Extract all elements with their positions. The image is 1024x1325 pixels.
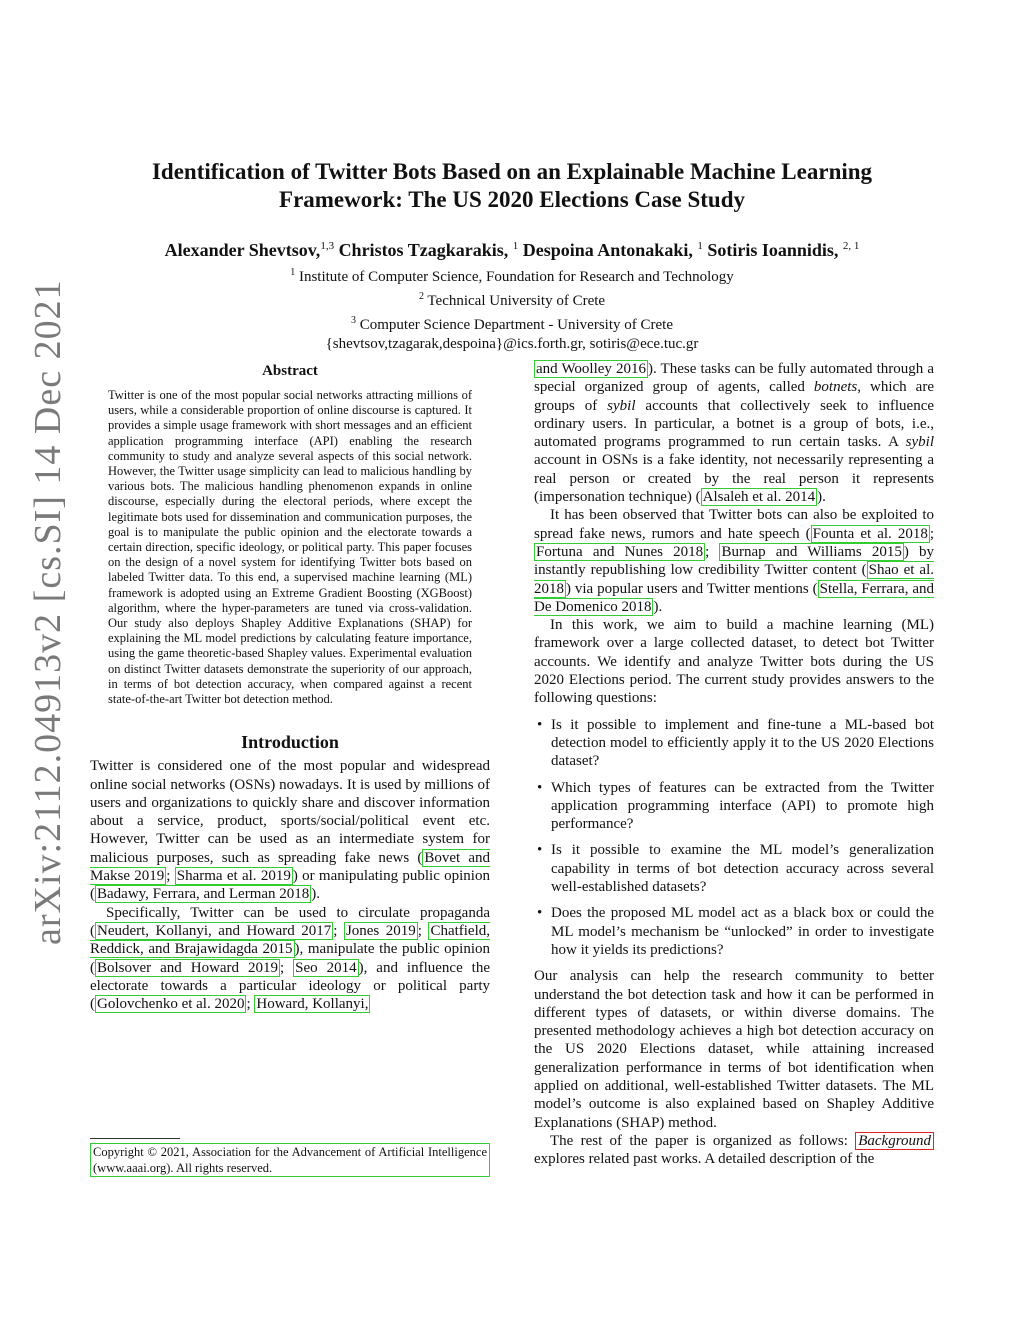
author-name: Sotiris Ioannidis, <box>707 240 839 260</box>
author-name: Alexander Shevtsov, <box>164 240 321 260</box>
author-name: Despoina Antonakaki, <box>522 240 693 260</box>
author-affil-mark: 2, 1 <box>842 240 860 252</box>
citation-link[interactable]: Alsaleh et al. 2014 <box>702 489 816 506</box>
citation-link[interactable]: Stella, Ferrara, and De Domenico 2018 <box>534 580 935 615</box>
abstract-text: Twitter is one of the most popular social networks attracting millions of users, while a considerable proportion of online discourse is captured. It provides a simple usage framework with short messages and an efficient application programming interface (API) enabling the research community to study and analyze several aspects of this social network. However, the Twitter usage simplicity can lead to malicious handling by various bots. The malicious handling phenomenon expands in online discourse, especially during the electoral periods, where except the legitimate bots used for dissemination and communication purposes, the goal is to manipulate the public opinion and the electorate towards a certain direction, specific ideology, or political party. This paper focuses on the design of a novel system for identifying Twitter bots based on labeled Twitter data. To this end, a supervised machine learning (ML) framework is adopted using an Extreme Gradient Boosting (XGBoost) algorithm, where the hyper-parameters are tuned via cross-validation. Our study also deploys Shapley Additive Explanations (SHAP) for explaining the ML model predictions by calculating feature importance, using the game theoretic-based Shapley values. Experimental evaluation on distinct Twitter datasets demonstrate the superiority of our approach, in terms of bot detection accuracy, when compared against a recent state-of-the-art Twitter bot detection method. <box>108 388 472 707</box>
citation-link[interactable]: Badawy, Ferrara, and Lerman 2018 <box>97 886 310 903</box>
citation-link[interactable]: Howard, Kollanyi, <box>256 996 369 1013</box>
affiliations <box>100 263 924 354</box>
intro-paragraph-3: It has been observed that Twitter bots can also be exploited to spread fake news, rumors and hate speech ( Founta et al. 2018 ; Fortuna and Nunes 2018 ; Burnap and Williams 2015 ) by instantly republishing low credibility Twitter content ( Shao et al. 2018 ) via popular users and Twitter mentions ( Stella, Ferrara, and De Domenico 2018 ). <box>534 507 935 615</box>
footnote-rule <box>90 1138 180 1139</box>
affiliation-line: $^2$ Technical University of Crete <box>418 291 606 309</box>
citation-link[interactable]: Bovet and Makse 2019 <box>90 849 490 885</box>
intro-paragraph-6: The rest of the paper is organized as follows: Background explores related past works. A detailed description of the <box>534 1132 934 1169</box>
bullet-icon: • <box>537 779 543 796</box>
bullet-icon: • <box>537 716 543 733</box>
citation-link[interactable]: and Woolley 2016 <box>536 361 646 377</box>
bullet-icon: • <box>537 905 543 922</box>
author-affil-mark: 1 <box>697 240 703 252</box>
right-column <box>534 360 934 1168</box>
citation-link[interactable]: Founta et al. 2018 <box>812 525 928 542</box>
paper-title: Identification of Twitter Bots Based on an Explainable Machine Learning Framework: The US 2020 Elections Case Study <box>151 159 873 212</box>
author-name: Christos Tzagkarakis, <box>338 240 509 260</box>
author-emails: {shevtsov,tzagarak,despoina}@ics.forth.gr, sotiris@ece.tuc.gr <box>325 336 699 352</box>
intro-paragraph-5: Our analysis can help the research community to better understand the bot detection task and how it can be performed in different types of datasets, or within diverse domains. The presented methodology achieves a high bot detection accuracy on the US 2020 Elections dataset, while attaining increased generalization performance in terms of bot identification when applied on additional, well-established Twitter datasets. The ML model’s outcome is also explained based on Shapley Additive Explanations (SHAP) method. <box>534 968 934 1131</box>
citation-link[interactable]: Jones 2019 <box>345 922 416 939</box>
citation-link[interactable]: Fortuna and Nunes 2018 <box>536 543 704 560</box>
author-list <box>60 234 964 262</box>
introduction-heading: Introduction <box>241 732 339 753</box>
list-item: • Is it possible to examine the ML model’s generalization capability in terms of bot detection accuracy across several well-established datasets? <box>537 842 934 896</box>
author-affil-mark: 1,3 <box>320 240 335 252</box>
citation-link[interactable]: Burnap and Williams 2015 <box>721 543 902 560</box>
citation-link[interactable]: Bolsover and Howard 2019 <box>97 959 279 976</box>
copyright-link[interactable]: Copyright © 2021, Association for the Advancement of Artificial Intelligence (www.aaai.org). All rights reserved. <box>90 1143 490 1177</box>
citation-link[interactable]: Sharma et al. 2019 <box>176 868 291 885</box>
list-item: • Does the proposed ML model act as a black box or could the ML model’s mechanism be “unlocked” in order to investigate how it yields its predictions? <box>537 905 934 958</box>
section-link-background[interactable]: Background <box>855 1132 934 1150</box>
abstract-heading: Abstract <box>262 363 318 379</box>
citation-link[interactable]: Neudert, Kollanyi, and Howard 2017 <box>97 922 332 939</box>
citation-link[interactable]: Golovchenko et al. 2020 <box>97 996 245 1013</box>
citation-link[interactable]: Shao et al. 2018 <box>534 562 934 597</box>
author-affil-mark: 1 <box>512 240 519 252</box>
left-column <box>90 360 490 1013</box>
copyright-footnote <box>90 1138 490 1177</box>
intro-paragraph-1: Twitter is considered one of the most popular and widespread online social networks (OSNs) nowadays. It is used by millions of users and organizations to quickly share and discover information about a service, product, sports/social/political event etc. However, Twitter can be used as an intermediate system for malicious purposes, such as spreading fake news ( Bovet and Makse 2019 ; Sharma et al. 2019 ) or manipulating public opinion ( Badawy, Ferrara, and Lerman 2018 ). <box>90 758 490 903</box>
citation-link[interactable]: Chatfield, Reddick, and Brajawidagda 2015 <box>90 922 491 958</box>
list-item: • Which types of features can be extracted from the Twitter application programming interface (API) to promote high performance? <box>537 779 934 833</box>
citation-link[interactable]: Seo 2014 <box>295 959 357 976</box>
intro-paragraph-2-continued: and Woolley 2016 ). These tasks can be fully automated through a special organized group of agents, called botnets, which are groups of sybil accounts that collectively seek to influence ordinary users. In particular, a botnet is a group of bots, i.e., automated programs programmed to run certain tasks. A sybil account in OSNs is a fake identity, not necessarily representing a real person or created by the real person it represents (impersonation technique) ( Alsaleh et al. 2014 ). <box>534 361 935 506</box>
list-item: • Is it possible to implement and fine-tune a ML-based bot detection model to efficiently apply it to the US 2020 Elections dataset? <box>537 716 934 770</box>
intro-paragraph-4: In this work, we aim to build a machine learning (ML) framework over a large collected dataset, to detect bot Twitter accounts. We identify and analyze Twitter bots during the US 2020 Elections period. The current study provides answers to the following questions: <box>534 617 934 707</box>
affiliation-line: $^1$ Institute of Computer Science, Foundation for Research and Technology <box>290 267 734 285</box>
affiliation-line: $^3$ Computer Science Department - University of Crete <box>351 315 673 333</box>
intro-paragraph-2: Specifically, Twitter can be used to circulate propaganda ( Neudert, Kollanyi, and Howard 2017 ; Jones 2019 ; Chatfield, Reddick, and Brajawidagda 2015 ), manipulate the public opinion ( Bolsover and Howard 2019 ; Seo 2014 ), and influence the electorate towards a particular ideology or political party ( Golovchenko et al. 2020 ; Howard, Kollanyi, <box>90 904 491 1013</box>
bullet-icon: • <box>537 842 543 859</box>
arxiv-identifier: arXiv:2112.04913v2 [cs.SI] 14 Dec 2021 <box>27 279 69 945</box>
research-questions-list <box>534 716 934 960</box>
